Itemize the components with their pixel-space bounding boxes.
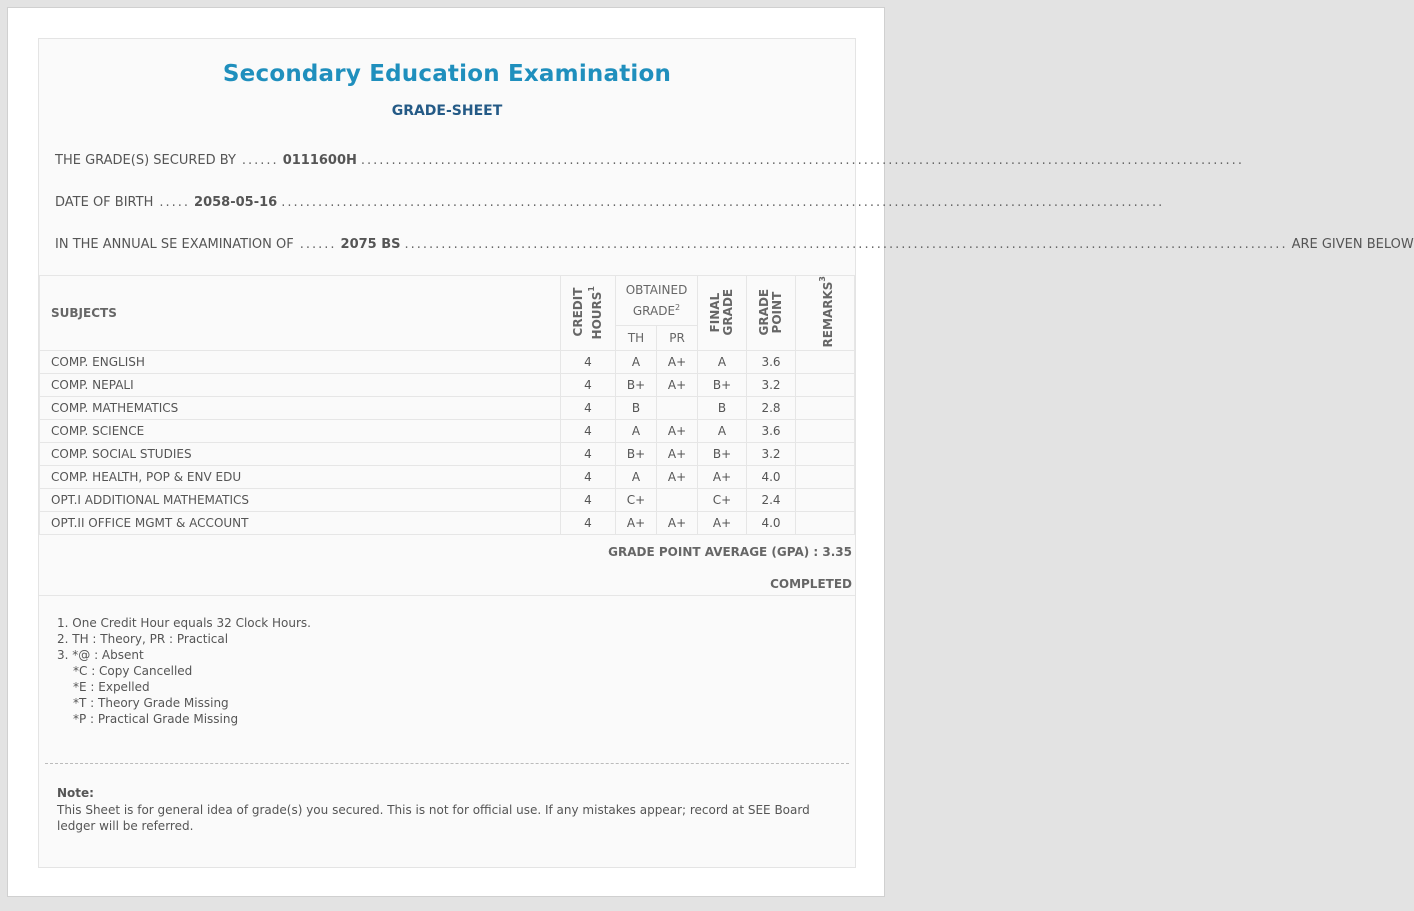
credit-cell: 4 — [561, 420, 616, 443]
remarks-cell — [796, 512, 855, 535]
final-grade-header: FINAL GRADE — [698, 276, 747, 351]
grade-point-cell: 3.2 — [747, 374, 796, 397]
remarks-cell — [796, 489, 855, 512]
exam-year: 2075 BS — [340, 237, 401, 252]
grade-point-cell: 2.8 — [747, 397, 796, 420]
secured-by-line — [55, 153, 1244, 173]
table-row — [40, 374, 855, 397]
subject-cell: OPT.I ADDITIONAL MATHEMATICS — [40, 489, 561, 512]
dot-leader: ..... — [159, 195, 191, 210]
subject-cell: OPT.II OFFICE MGMT & ACCOUNT — [40, 512, 561, 535]
table-row — [40, 489, 855, 512]
table-row — [40, 351, 855, 374]
dob-line — [55, 195, 1165, 215]
remarks-cell — [796, 466, 855, 489]
theory-grade-cell: B — [616, 397, 657, 420]
outer-frame — [7, 7, 1414, 897]
credit-cell: 4 — [561, 374, 616, 397]
legend-item: *C : Copy Cancelled — [73, 664, 193, 678]
practical-grade-cell: A+ — [657, 466, 698, 489]
final-grade-cell: B+ — [698, 443, 747, 466]
obtained-grade-header: OBTAINED GRADE$^2$ — [616, 276, 698, 326]
remarks-cell — [796, 443, 855, 466]
secured-by-label: THE GRADE(S) SECURED BY — [55, 153, 236, 168]
credit-hours-header: CREDIT HOURS$^1$ — [561, 276, 616, 351]
theory-header: TH — [616, 325, 657, 351]
practical-header: PR — [657, 325, 698, 351]
divider — [39, 595, 855, 596]
theory-grade-cell: A — [616, 420, 657, 443]
final-grade-cell: B+ — [698, 374, 747, 397]
final-grade-cell: A — [698, 351, 747, 374]
final-grade-cell: B — [698, 397, 747, 420]
dot-leader: ...... — [241, 153, 279, 168]
dob-label: DATE OF BIRTH — [55, 195, 154, 210]
grade-sheet — [38, 38, 1414, 868]
dot-leader: ................................................................................................................................................ — [404, 237, 1288, 252]
practical-grade-cell: A+ — [657, 443, 698, 466]
dashed-divider — [45, 763, 849, 764]
dot-leader: ................................................................................................................................................ — [360, 153, 1244, 168]
subject-cell: COMP. MATHEMATICS — [40, 397, 561, 420]
sheet-subtitle: GRADE-SHEET — [391, 103, 503, 119]
grade-point-cell: 3.2 — [747, 443, 796, 466]
note-text: This Sheet is for general idea of grade(s) you secured. This is not for official use. If any mistakes appear; record at SEE Board ledger will be referred. — [57, 803, 810, 833]
remarks-cell — [796, 351, 855, 374]
table-row — [40, 420, 855, 443]
gpa-summary: GRADE POINT AVERAGE (GPA) : 3.35 — [608, 545, 852, 559]
practical-grade-cell: A+ — [657, 420, 698, 443]
exam-label: IN THE ANNUAL SE EXAMINATION OF — [55, 237, 294, 252]
credit-cell: 4 — [561, 397, 616, 420]
grades-table — [39, 275, 855, 535]
final-grade-cell: A+ — [698, 466, 747, 489]
credit-cell: 4 — [561, 489, 616, 512]
practical-grade-cell — [657, 489, 698, 512]
dot-leader: ................................................................................................................................................ — [281, 195, 1165, 210]
legend-item: 1. One Credit Hour equals 32 Clock Hours. — [57, 616, 311, 630]
credit-cell: 4 — [561, 512, 616, 535]
theory-grade-cell: C+ — [616, 489, 657, 512]
remarks-cell — [796, 420, 855, 443]
grade-point-cell: 2.4 — [747, 489, 796, 512]
final-grade-cell: C+ — [698, 489, 747, 512]
theory-grade-cell: A — [616, 351, 657, 374]
exam-tail: ARE GIVEN BELOW — [1291, 237, 1414, 252]
subject-cell: COMP. SOCIAL STUDIES — [40, 443, 561, 466]
subject-cell: COMP. NEPALI — [40, 374, 561, 397]
legend-item: *T : Theory Grade Missing — [73, 696, 229, 710]
dob-value: 2058-05-16 — [194, 195, 278, 210]
note-title: Note: — [57, 786, 94, 800]
exam-line — [55, 237, 1414, 257]
practical-grade-cell — [657, 397, 698, 420]
practical-grade-cell: A+ — [657, 512, 698, 535]
result-status: COMPLETED — [770, 577, 852, 591]
table-row — [40, 397, 855, 420]
table-row — [40, 512, 855, 535]
practical-grade-cell: A+ — [657, 374, 698, 397]
theory-grade-cell: A — [616, 466, 657, 489]
theory-grade-cell: B+ — [616, 443, 657, 466]
credit-cell: 4 — [561, 351, 616, 374]
credit-cell: 4 — [561, 466, 616, 489]
legend-list — [57, 615, 311, 727]
grade-point-cell: 4.0 — [747, 512, 796, 535]
theory-grade-cell: B+ — [616, 374, 657, 397]
legend-item: *E : Expelled — [73, 680, 150, 694]
subject-cell: COMP. SCIENCE — [40, 420, 561, 443]
legend-item: 3. *@ : Absent — [57, 648, 144, 662]
table-row — [40, 466, 855, 489]
remarks-header: REMARKS$^3$ — [796, 276, 855, 351]
legend-item: 2. TH : Theory, PR : Practical — [57, 632, 229, 646]
legend-item: *P : Practical Grade Missing — [73, 712, 239, 726]
grade-point-cell: 3.6 — [747, 351, 796, 374]
practical-grade-cell: A+ — [657, 351, 698, 374]
subject-cell: COMP. HEALTH, POP & ENV EDU — [40, 466, 561, 489]
exam-title: Secondary Education Examination — [222, 61, 672, 87]
grade-point-header: GRADE POINT — [747, 276, 796, 351]
subject-cell: COMP. ENGLISH — [40, 351, 561, 374]
theory-grade-cell: A+ — [616, 512, 657, 535]
grade-point-cell: 4.0 — [747, 466, 796, 489]
grade-point-cell: 3.6 — [747, 420, 796, 443]
remarks-cell — [796, 397, 855, 420]
subjects-header: SUBJECTS — [40, 276, 561, 351]
table-row — [40, 443, 855, 466]
credit-cell: 4 — [561, 443, 616, 466]
final-grade-cell: A — [698, 420, 747, 443]
symbol-number: 0111600H — [282, 153, 357, 168]
dot-leader: ...... — [299, 237, 337, 252]
remarks-cell — [796, 374, 855, 397]
final-grade-cell: A+ — [698, 512, 747, 535]
